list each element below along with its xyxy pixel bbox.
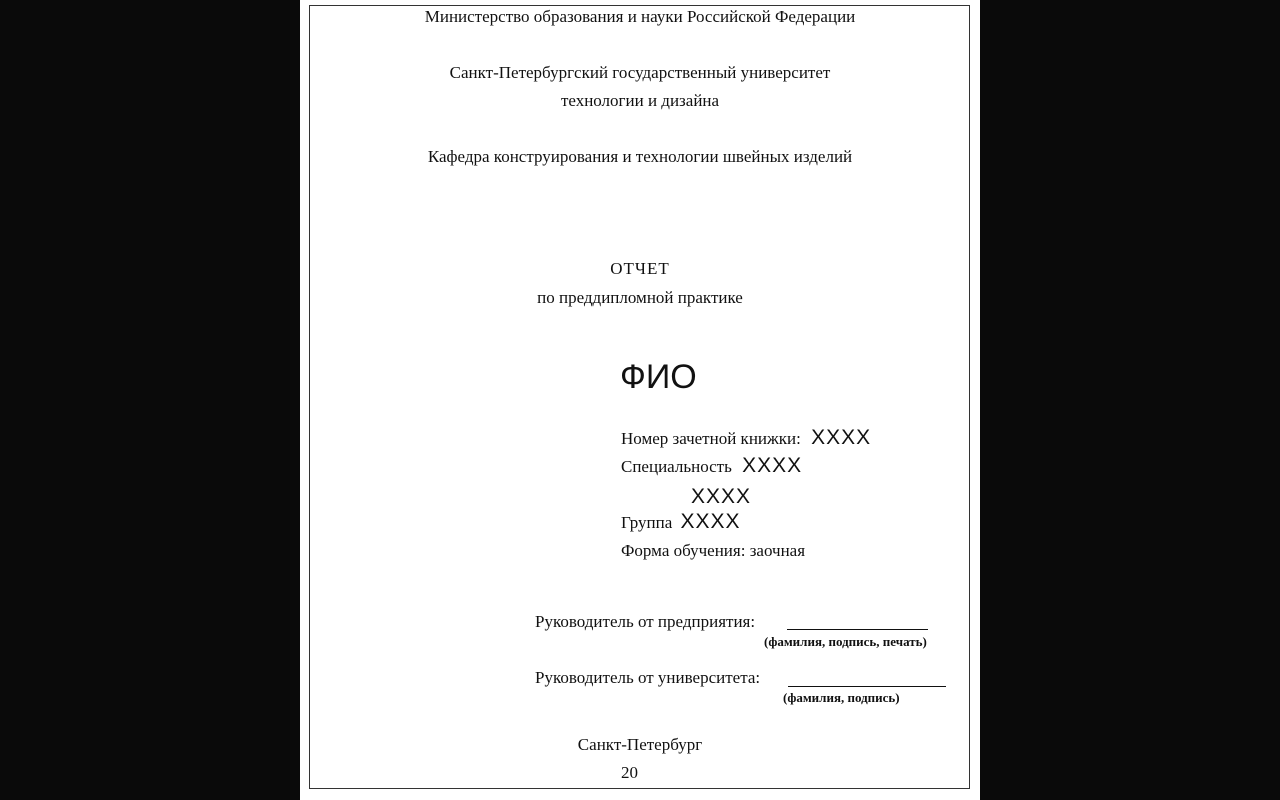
enterprise-supervisor-hint: (фамилия, подпись, печать) [764, 634, 927, 649]
city: Санкт-Петербург [577, 735, 703, 754]
document-page [300, 0, 980, 800]
record-book-value: XXXX [811, 426, 872, 449]
university-name-line1: Санкт-Петербургский государственный университет [449, 63, 831, 82]
university-supervisor-hint: (фамилия, подпись) [783, 690, 900, 705]
specialty-value-extra: XXXX [691, 485, 752, 508]
report-title: ОТЧЕТ [610, 259, 670, 278]
report-subtitle: по преддипломной практике [537, 288, 743, 307]
university-signature-line [788, 686, 946, 687]
group-row [621, 512, 741, 533]
student-name: ФИО [620, 358, 697, 396]
specialty-value: XXXX [742, 454, 803, 477]
study-form: Форма обучения: заочная [621, 541, 806, 560]
specialty-row [621, 456, 802, 477]
record-book-label: Номер зачетной книжки: [621, 429, 801, 448]
university-supervisor-label: Руководитель от университета: [535, 668, 761, 687]
enterprise-signature-line [787, 629, 928, 630]
record-book-row [621, 428, 871, 449]
department-name: Кафедра конструирования и технологии швейных изделий [427, 147, 853, 166]
enterprise-supervisor-label: Руководитель от предприятия: [535, 612, 756, 631]
group-value: XXXX [680, 510, 741, 533]
group-label: Группа [621, 513, 673, 532]
year: 20 [621, 763, 638, 782]
specialty-label: Специальность [621, 457, 732, 476]
university-name-line2: технологии и дизайна [560, 91, 720, 110]
ministry-title: Министерство образования и науки Российской Федерации [424, 7, 856, 26]
